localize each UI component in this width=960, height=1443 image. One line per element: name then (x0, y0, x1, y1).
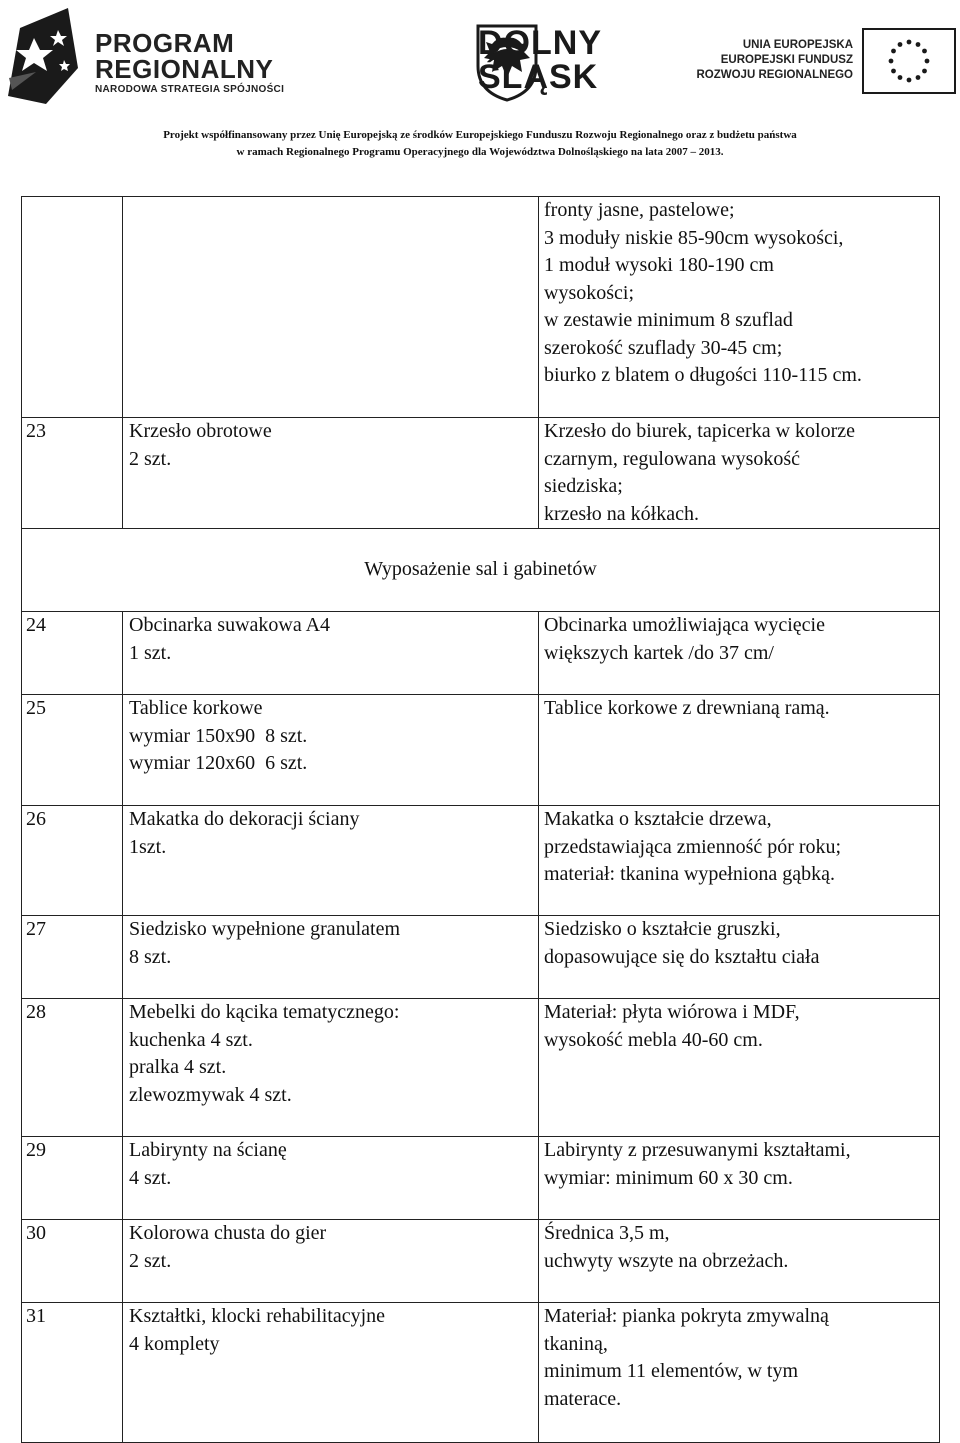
table-row (22, 1137, 940, 1220)
item-line: Kolorowa chusta do gier (129, 1222, 327, 1244)
description-line: Makatka o kształcie drzewa, (544, 808, 772, 830)
row-number-cell: 23 (22, 418, 123, 529)
program-subtitle: NARODOWA STRATEGIA SPÓJNOŚCI (95, 84, 285, 95)
row-number-cell: 29 (22, 1137, 123, 1220)
row-description-cell (539, 418, 940, 529)
item-line: kuchenka 4 szt. (129, 1028, 253, 1051)
row-item-cell (123, 418, 539, 529)
dolny-slask-text (478, 26, 602, 94)
row-item-cell (123, 806, 539, 916)
item-line: Kształtki, klocki rehabilitacyjne (129, 1305, 386, 1327)
description-line: przedstawiająca zmienność pór roku; (544, 835, 842, 858)
table-row (22, 916, 940, 999)
item-line: Siedzisko wypełnione granulatem (129, 918, 401, 940)
description-line: Średnica 3,5 m, (544, 1222, 670, 1244)
description-line: Siedzisko o kształcie gruszki, (544, 918, 781, 940)
program-title-2: REGIONALNY (95, 54, 274, 84)
item-line: 1 szt. (129, 641, 172, 664)
description-line: Materiał: pianka pokryta zmywalną (544, 1305, 829, 1327)
description-line: Obcinarka umożliwiająca wycięcie (544, 614, 825, 636)
description-line: materiał: tkanina wypełniona gąbką. (544, 863, 836, 885)
description-line: w zestawie minimum 8 szuflad (544, 309, 793, 331)
item-line: Tablice korkowe (129, 697, 263, 719)
description-line: biurko z blatem o długości 110-115 cm. (544, 364, 862, 386)
program-regionalny-text (95, 30, 284, 98)
row-item-cell (123, 1137, 539, 1220)
table-row (22, 197, 940, 418)
description-line: większych kartek /do 37 cm/ (544, 641, 774, 664)
description-line: wysokość mebla 40-60 cm. (544, 1028, 763, 1051)
row-description-cell (539, 806, 940, 916)
description-line: szerokość szuflady 30-45 cm; (544, 336, 783, 359)
description-line: fronty jasne, pastelowe; (544, 199, 735, 221)
equipment-spec-table (21, 196, 940, 1443)
eu-line-3: ROZWOJU REGIONALNEGO (696, 69, 853, 81)
row-item-cell (123, 916, 539, 999)
item-line: 4 komplety (129, 1332, 220, 1355)
item-line: 2 szt. (129, 447, 172, 470)
item-line: zlewozmywak 4 szt. (129, 1083, 292, 1106)
table-row (22, 1220, 940, 1303)
program-title-1: PROGRAM (95, 28, 235, 58)
table-row (22, 612, 940, 695)
section-header-row (22, 529, 940, 612)
project-cofinancing-note (0, 127, 960, 161)
row-item-cell (123, 197, 539, 418)
item-line: wymiar 120x60 6 szt. (129, 752, 308, 774)
item-line: Makatka do dekoracji ściany (129, 808, 360, 830)
item-line: Labirynty na ścianę (129, 1139, 287, 1161)
description-line: siedziska; (544, 475, 623, 497)
eu-line-2: EUROPEJSKI FUNDUSZ (720, 54, 853, 66)
description-line: 3 moduły niskie 85-90cm wysokości, (544, 226, 844, 249)
row-item-cell (123, 1220, 539, 1303)
description-line: wymiar: minimum 60 x 30 cm. (544, 1166, 793, 1189)
description-line: uchwyty wszyte na obrzeżach. (544, 1249, 789, 1272)
row-number-cell: 31 (22, 1303, 123, 1443)
row-number-cell: 26 (22, 806, 123, 916)
description-line: Tablice korkowe z drewnianą ramą. (544, 697, 830, 719)
row-description-cell (539, 1220, 940, 1303)
item-line: Mebelki do kącika tematycznego: (129, 1001, 400, 1023)
row-number-cell (22, 197, 123, 418)
table-row (22, 418, 940, 529)
description-line: Labirynty z przesuwanymi kształtami, (544, 1139, 851, 1161)
table-row (22, 1303, 940, 1443)
row-item-cell (123, 999, 539, 1137)
description-line: krzesło na kółkach. (544, 502, 699, 525)
row-description-cell (539, 197, 940, 418)
table-row (22, 695, 940, 806)
project-note-line-1: Projekt współfinansowany przez Unię Europejską ze środków Europejskiego Funduszu Rozwoju Regionalnego oraz z budżetu państwa (163, 129, 797, 141)
description-line: Materiał: płyta wiórowa i MDF, (544, 1001, 800, 1023)
description-line: wysokości; (544, 281, 634, 304)
description-line: tkaniną, (544, 1332, 608, 1355)
item-line: 1szt. (129, 835, 167, 858)
item-line: pralka 4 szt. (129, 1056, 227, 1078)
eu-flag-icon (862, 28, 956, 94)
description-line: Krzesło do biurek, tapicerka w kolorze (544, 420, 855, 442)
project-note-line-2: w ramach Regionalnego Programu Operacyjnego dla Województwa Dolnośląskiego na lata 2007 – 2013. (236, 146, 724, 158)
item-line: 8 szt. (129, 945, 172, 968)
section-title: Wyposażenie sal i gabinetów (22, 529, 940, 612)
row-description-cell (539, 695, 940, 806)
description-line: czarnym, regulowana wysokość (544, 447, 801, 470)
region-title-2: ŚLĄSK (478, 58, 599, 96)
table-row (22, 806, 940, 916)
table-row (22, 999, 940, 1137)
row-description-cell (539, 1137, 940, 1220)
eu-fund-text (688, 38, 853, 83)
row-item-cell (123, 695, 539, 806)
page-header (0, 0, 960, 110)
item-line: 4 szt. (129, 1166, 172, 1189)
row-item-cell (123, 1303, 539, 1443)
eu-line-1: UNIA EUROPEJSKA (742, 39, 853, 51)
row-item-cell (123, 612, 539, 695)
description-line: dopasowujące się do kształtu ciała (544, 945, 820, 968)
row-number-cell: 28 (22, 999, 123, 1137)
item-line: Obcinarka suwakowa A4 (129, 614, 331, 636)
row-description-cell (539, 1303, 940, 1443)
item-line: Krzesło obrotowe (129, 420, 272, 442)
item-line: wymiar 150x90 8 szt. (129, 724, 308, 747)
region-title-1: DOLNY (478, 24, 602, 62)
description-line: 1 moduł wysoki 180-190 cm (544, 254, 774, 276)
row-number-cell: 30 (22, 1220, 123, 1303)
description-line: minimum 11 elementów, w tym (544, 1360, 799, 1382)
row-description-cell (539, 916, 940, 999)
row-description-cell (539, 999, 940, 1137)
row-number-cell: 24 (22, 612, 123, 695)
item-line: 2 szt. (129, 1249, 172, 1272)
row-number-cell: 27 (22, 916, 123, 999)
row-description-cell (539, 612, 940, 695)
description-line: materace. (544, 1387, 622, 1410)
row-number-cell: 25 (22, 695, 123, 806)
